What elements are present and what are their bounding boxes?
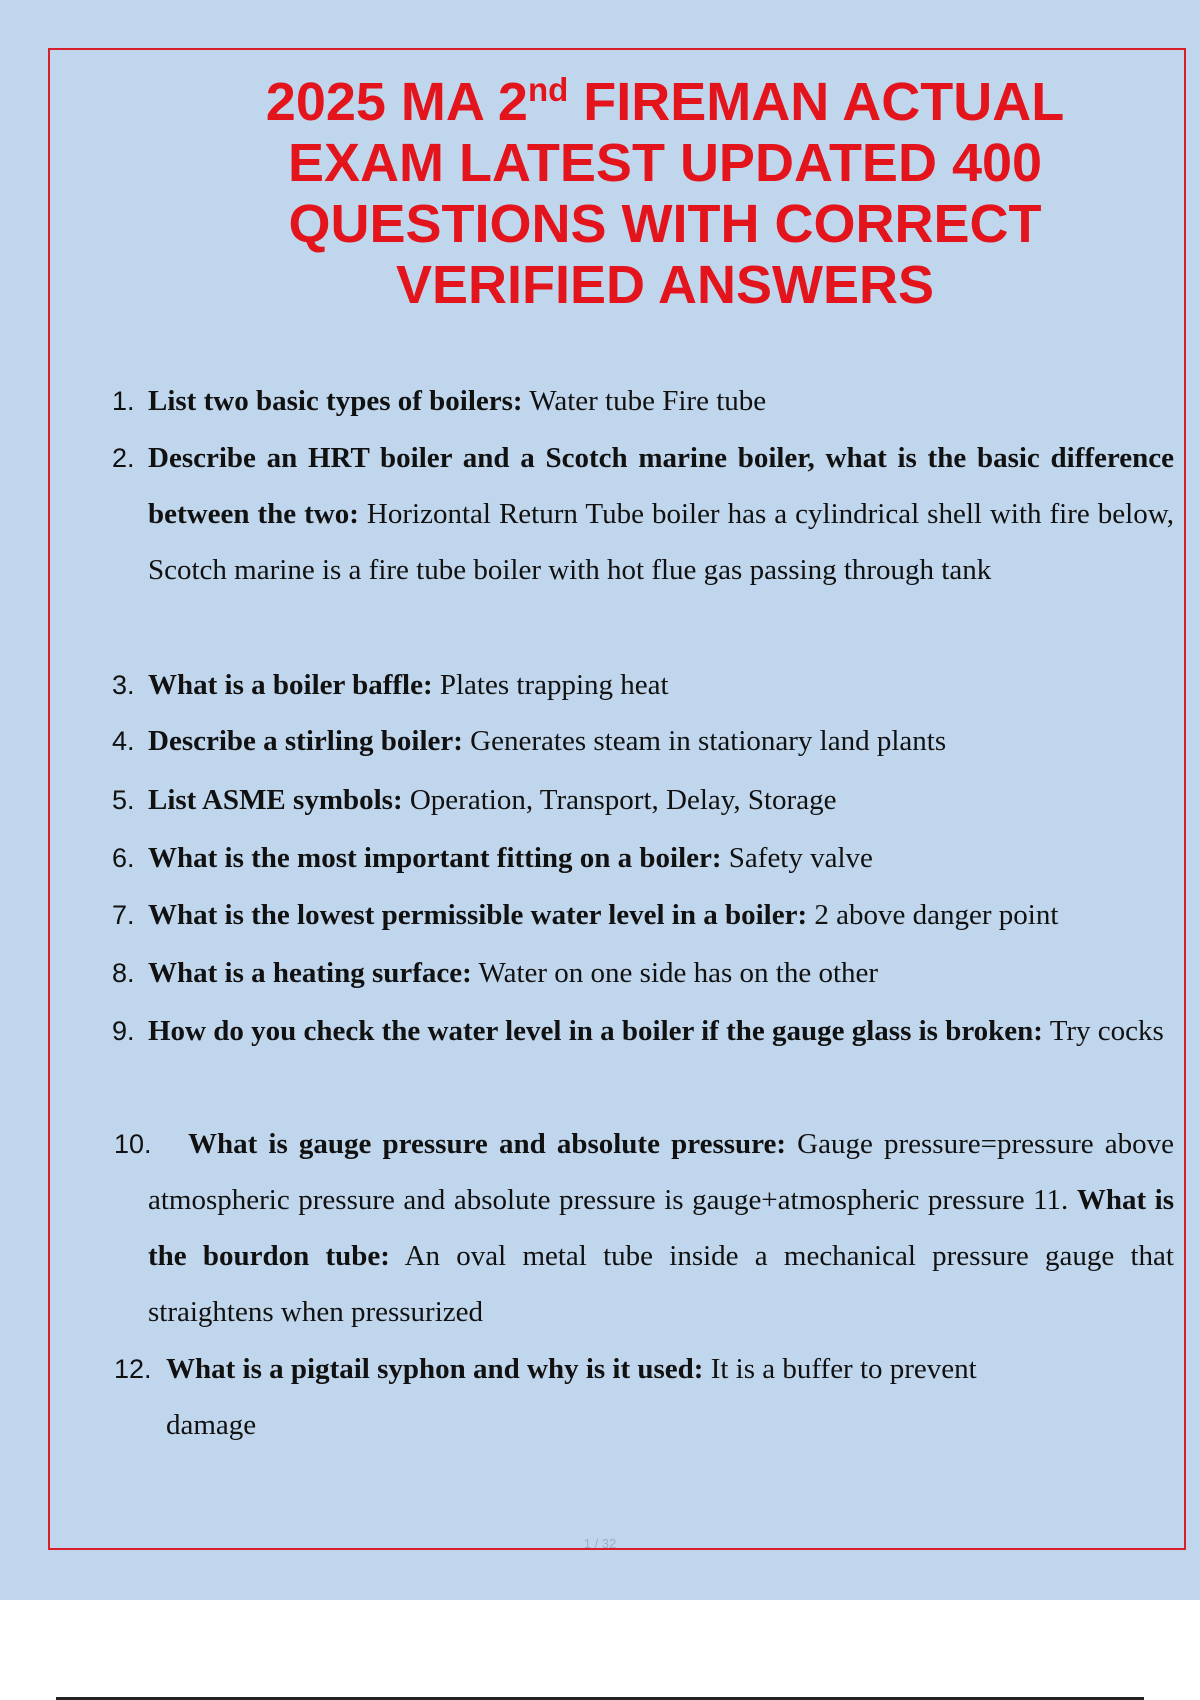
question-number: 1.: [112, 386, 135, 416]
answer-text-continued: damage: [166, 1409, 257, 1441]
answer-text: Plates trapping heat: [432, 669, 669, 701]
question-item-5: [112, 772, 1174, 828]
question-number: 6.: [112, 843, 135, 873]
question-item-12: [114, 1341, 1166, 1453]
answer-text: 2 above danger point: [807, 899, 1059, 931]
question-number: 8.: [112, 958, 135, 988]
question-number: 9.: [112, 1016, 135, 1046]
question-item-7: [112, 887, 1174, 943]
ordinal-superscript: nd: [527, 71, 569, 108]
question-text: Describe an HRT boiler and a Scotch marine boiler, what is the basic difference between the two:: [148, 442, 1174, 530]
question-item-3: [112, 657, 1174, 713]
question-text: List ASME symbols:: [148, 784, 403, 816]
question-text: List two basic types of boilers:: [148, 385, 523, 417]
question-text: Describe a stirling boiler:: [148, 725, 463, 757]
answer-text: Water tube Fire tube: [522, 385, 767, 417]
title-line-3: QUESTIONS WITH CORRECT: [288, 194, 1042, 254]
answer-text: It is a buffer to prevent: [703, 1353, 977, 1385]
question-number: 10.: [114, 1129, 152, 1159]
question-item-9: [112, 1003, 1174, 1059]
answer-text: Try cocks: [1042, 1015, 1164, 1047]
question-item-8: [112, 945, 1174, 1001]
question-text: How do you check the water level in a boiler if the gauge glass is broken:: [148, 1015, 1043, 1047]
question-number: 3.: [112, 670, 135, 700]
question-item-1: [112, 373, 1174, 429]
title-line-2: EXAM LATEST UPDATED 400: [287, 133, 1043, 193]
question-item-10: [114, 1116, 1174, 1340]
question-text: What is the lowest permissible water level in a boiler:: [148, 899, 808, 931]
question-number: 12.: [114, 1354, 152, 1384]
question-item-6: [112, 830, 1174, 886]
question-number: 7.: [112, 900, 135, 930]
title-line-4: VERIFIED ANSWERS: [395, 255, 935, 315]
question-text-11: What is the bourdon tube:: [148, 1184, 1174, 1272]
title-text: FIREMAN ACTUAL: [568, 72, 1065, 132]
answer-text: Safety valve: [721, 842, 873, 874]
question-number: 5.: [112, 785, 135, 815]
answer-text-11: An oval metal tube inside a mechanical pressure gauge that straightens when pressurized: [148, 1240, 1174, 1328]
answer-text: Operation, Transport, Delay, Storage: [402, 784, 837, 816]
title-text: 2025 MA 2: [265, 72, 528, 132]
answer-text: Gauge pressure=pressure above atmospheric pressure and absolute pressure is gauge+atmospheric pressure 11.: [148, 1128, 1174, 1216]
question-number: 2.: [112, 443, 135, 473]
question-text: What is gauge pressure and absolute pressure:: [188, 1128, 787, 1160]
question-text: What is a pigtail syphon and why is it used:: [166, 1353, 704, 1385]
answer-text: Horizontal Return Tube boiler has a cylindrical shell with fire below, Scotch marine is a fire tube boiler with hot flue gas passing through tank: [148, 498, 1175, 586]
question-number: 4.: [112, 726, 135, 756]
question-text: What is a heating surface:: [148, 957, 472, 989]
page-indicator: 1 / 32: [583, 1536, 617, 1551]
answer-text: Generates steam in stationary land plants: [462, 725, 947, 757]
question-text: What is the most important fitting on a boiler:: [148, 842, 722, 874]
question-item-2: [112, 430, 1175, 598]
answer-text: Water on one side has on the other: [471, 957, 879, 989]
question-text: What is a boiler baffle:: [148, 669, 433, 701]
question-item-4: [112, 713, 1174, 769]
